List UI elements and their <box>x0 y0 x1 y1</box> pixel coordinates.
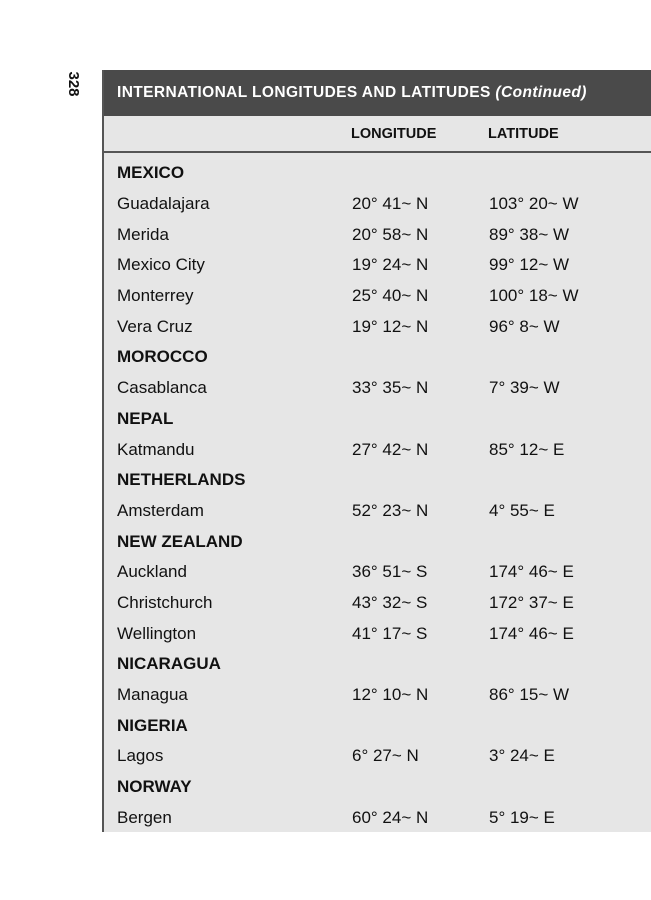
longitude-cell: 6° 27~ N <box>352 746 419 766</box>
table-row <box>104 588 651 619</box>
city-name: Vera Cruz <box>117 316 193 336</box>
latitude-cell: 100° 18~ W <box>489 286 579 306</box>
latitude-cell: 174° 46~ E <box>489 623 574 643</box>
country-heading-row <box>104 526 651 557</box>
longitude-cell: 60° 24~ N <box>352 807 429 827</box>
page-number: 328 <box>65 71 83 97</box>
longitude-cell: 20° 58~ N <box>352 224 429 244</box>
table-title: INTERNATIONAL LONGITUDES AND LATITUDES <box>117 84 491 101</box>
table-row <box>104 434 651 465</box>
country-heading-row <box>104 342 651 373</box>
city-name: Auckland <box>117 562 187 582</box>
longitude-cell: 20° 41~ N <box>352 194 429 214</box>
table-row <box>104 618 651 649</box>
longitude-cell: 43° 32~ S <box>352 592 428 612</box>
city-name: Mexico City <box>117 255 205 275</box>
table-row <box>104 189 651 220</box>
latitude-cell: 96° 8~ W <box>489 316 560 336</box>
country-name: NETHERLANDS <box>117 470 246 490</box>
country-name: MOROCCO <box>117 347 208 367</box>
country-heading-row <box>104 404 651 435</box>
longitude-cell: 25° 40~ N <box>352 286 429 306</box>
longitude-cell: 41° 17~ S <box>352 623 428 643</box>
table-row <box>104 741 651 772</box>
table-title-bar <box>104 70 651 116</box>
latitude-cell: 172° 37~ E <box>489 592 574 612</box>
city-name: Guadalajara <box>117 194 210 214</box>
latitude-cell: 103° 20~ W <box>489 194 579 214</box>
latitude-cell: 89° 38~ W <box>489 224 570 244</box>
table-row <box>104 496 651 527</box>
latitude-cell: 4° 55~ E <box>489 500 555 520</box>
longitude-cell: 12° 10~ N <box>352 685 429 705</box>
city-name: Amsterdam <box>117 500 204 520</box>
country-name: NEPAL <box>117 408 174 428</box>
country-name: NORWAY <box>117 777 192 797</box>
country-heading-row <box>104 158 651 189</box>
table-row <box>104 219 651 250</box>
table-row <box>104 250 651 281</box>
latitude-cell: 85° 12~ E <box>489 439 565 459</box>
country-name: NICARAGUA <box>117 654 221 674</box>
latitude-cell: 174° 46~ E <box>489 562 574 582</box>
country-name: NIGERIA <box>117 715 188 735</box>
country-heading-row <box>104 772 651 803</box>
latitude-cell: 5° 19~ E <box>489 807 555 827</box>
longitude-cell: 33° 35~ N <box>352 378 429 398</box>
latitude-cell: 99° 12~ W <box>489 255 570 275</box>
city-name: Lagos <box>117 746 164 766</box>
coordinates-table <box>102 70 651 832</box>
latitude-cell: 86° 15~ W <box>489 685 570 705</box>
latitude-cell: 3° 24~ E <box>489 746 555 766</box>
table-row <box>104 557 651 588</box>
column-header-latitude: LATITUDE <box>488 125 559 142</box>
column-header-row <box>104 116 651 153</box>
city-name: Merida <box>117 224 169 244</box>
city-name: Christchurch <box>117 592 213 612</box>
longitude-cell: 52° 23~ N <box>352 500 429 520</box>
country-name: MEXICO <box>117 163 185 183</box>
country-heading-row <box>104 649 651 680</box>
table-body <box>104 153 651 833</box>
longitude-cell: 36° 51~ S <box>352 562 428 582</box>
column-header-longitude: LONGITUDE <box>351 125 437 142</box>
city-name: Katmandu <box>117 439 195 459</box>
city-name: Wellington <box>117 623 197 643</box>
table-row <box>104 311 651 342</box>
city-name: Casablanca <box>117 378 207 398</box>
city-name: Bergen <box>117 807 172 827</box>
table-row <box>104 281 651 312</box>
table-row <box>104 373 651 404</box>
longitude-cell: 19° 24~ N <box>352 255 429 275</box>
longitude-cell: 19° 12~ N <box>352 316 429 336</box>
country-heading-row <box>104 465 651 496</box>
country-name: NEW ZEALAND <box>117 531 243 551</box>
table-row <box>104 802 651 833</box>
country-heading-row <box>104 710 651 741</box>
longitude-cell: 27° 42~ N <box>352 439 429 459</box>
table-title-suffix: (Continued) <box>495 84 587 101</box>
table-row <box>104 680 651 711</box>
city-name: Monterrey <box>117 286 194 306</box>
city-name: Managua <box>117 685 188 705</box>
latitude-cell: 7° 39~ W <box>489 378 560 398</box>
